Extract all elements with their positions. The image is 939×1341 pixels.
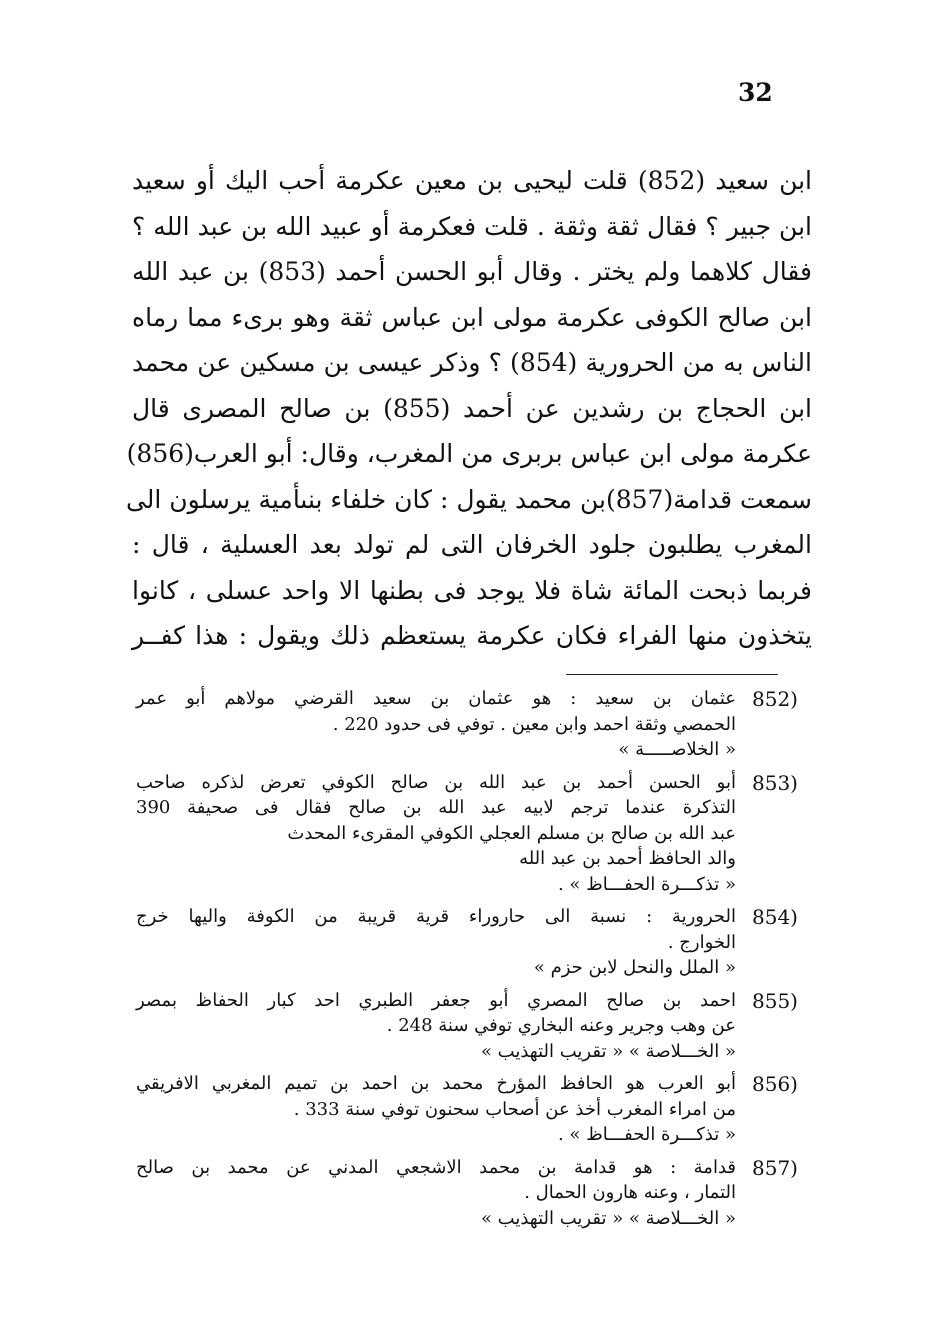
- body-line-7: عكرمة مولى ابن عباس بربرى من المغرب، وقال: أبو العرب(856): [126, 439, 812, 468]
- footnote-855: [136, 988, 812, 1065]
- body-line-8: سمعت قدامة(857)بن محمد يقول : كان خلفاء بنىأمية يرسلون الى: [125, 484, 812, 514]
- body-line-2: ابن جبير ؟ فقال ثقة وثقة . قلت فعكرمة أو عبيد الله بن عبد الله ؟: [132, 211, 812, 241]
- footnote-line: « تذكـــرة الحفـــاظ » .: [557, 873, 736, 895]
- body-line-6: ابن الحجاج بن رشدين عن أحمد (855) بن صالح المصرى قال: [132, 393, 812, 423]
- footnote-number: 852): [752, 687, 798, 711]
- body-line-5: الناس به من الحرورية (854) ؟ وذكر عيسى بن مسكين عن محمد: [132, 348, 812, 377]
- body-line-10: فربما ذبحت المائة شاة فلا يوجد فى بطنها الا واحد عسلى ، كانوا: [132, 575, 812, 605]
- footnote-line: والد الحافظ أحمد بن عبد الله: [519, 848, 736, 869]
- footnote-line: التمار ، وعنه هارون الحمال .: [524, 1182, 736, 1203]
- footnote-number: 855): [752, 988, 798, 1013]
- body-text: [125, 158, 813, 659]
- page-number: 32: [738, 78, 773, 107]
- footnote-line: الخوارج .: [667, 931, 736, 953]
- footnotes: [136, 686, 812, 1238]
- footnote-line: « الملل والنحل لابن حزم »: [533, 957, 736, 978]
- footnote-number: 857): [752, 1155, 798, 1180]
- footnote-number: 854): [752, 905, 798, 929]
- footnote-line: أبو الحسن أحمد بن عبد الله بن صالح الكوفي تعرض لذكره صاحب: [136, 771, 736, 793]
- footnote-line: « تذكـــرة الحفـــاظ » .: [557, 1124, 736, 1145]
- footnote-line: أبو العرب هو الحافظ المؤرخ محمد بن احمد بن تميم المغربي الافريقي: [136, 1073, 736, 1094]
- footnote-divider: [566, 674, 778, 675]
- body-line-1: ابن سعيد (852) قلت ليحيى بن معين عكرمة أحب اليك أو سعيد: [132, 166, 813, 195]
- footnote-line: عن وهب وجرير وعنه البخاري توفي سنة 248 .: [386, 1015, 736, 1036]
- footnote-number: 853): [752, 770, 798, 795]
- footnote-line: احمد بن صالح المصري أبو جعفر الطبري احد كبار الحفاظ بمصر: [136, 989, 736, 1011]
- footnote-853: [136, 770, 812, 898]
- footnote-line: الحمصي وثقة احمد وابن معين . توفي فى حدود 220 .: [332, 713, 736, 735]
- body-line-11: يتخذون منها الفراء فكان عكرمة يستعظم ذلك ويقول : هذا كفــر: [132, 621, 812, 650]
- footnote-line: الحرورية : نسبة الى حاروراء قرية قريبة من الكوفة واليها خرج: [136, 906, 736, 927]
- body-line-3: فقال كلاهما ولم يختر . وقال أبو الحسن أحمد (853) بن عبد الله: [132, 257, 812, 286]
- footnote-856: [136, 1071, 812, 1148]
- footnote-line: عثمان بن سعيد : هو عثمان بن سعيد القرضي مولاهم أبو عمر: [136, 688, 736, 709]
- footnote-line: « الخـــلاصة » « تقريب التهذيب »: [480, 1207, 736, 1229]
- body-line-4: ابن صالح الكوفى عكرمة مولى ابن عباس ثقة وهو برىء مما رماه: [132, 302, 812, 332]
- footnote-line: « الخلاصـــــة »: [618, 739, 736, 760]
- footnote-line: التذكرة عندما ترجم لابيه عبد الله بن صالح فقال فى صحيفة 390: [136, 797, 736, 818]
- footnote-854: [136, 904, 812, 981]
- footnote-line: من امراء المغرب أخذ عن أصحاب سحنون توفي سنة 333 .: [293, 1098, 736, 1120]
- footnote-857: [136, 1155, 812, 1232]
- footnote-line: « الخـــلاصة » « تقريب التهذيب »: [480, 1040, 736, 1062]
- footnote-line: عبد الله بن صالح بن مسلم العجلي الكوفي المقرىء المحدث: [287, 822, 736, 844]
- footnote-line: قدامة : هو قدامة بن محمد الاشجعي المدني عن محمد بن صالح: [136, 1156, 736, 1178]
- footnote-852: [136, 686, 812, 763]
- body-line-9: المغرب يطلبون جلود الخرفان التى لم تولد بعد العسلية ، قال :: [132, 530, 812, 559]
- footnote-number: 856): [752, 1072, 798, 1096]
